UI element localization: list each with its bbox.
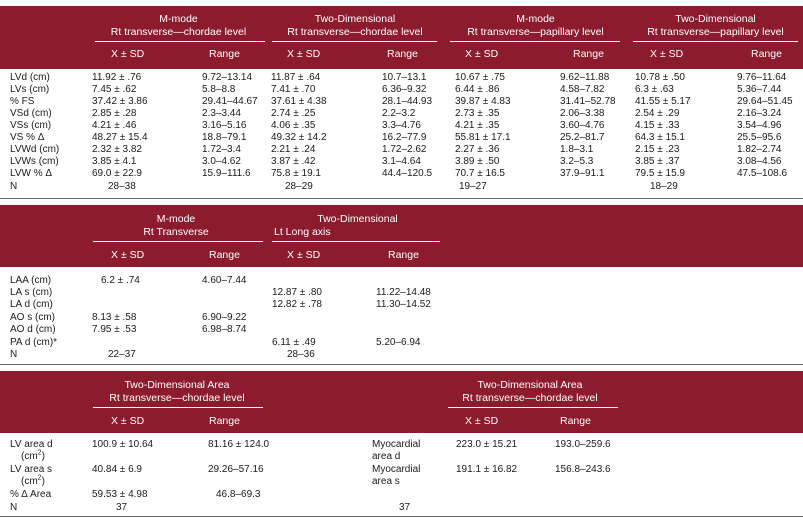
s3-cell: 40.84 ± 6.9 bbox=[92, 464, 142, 475]
s1-row-label: LVd (cm) bbox=[10, 72, 50, 83]
s1-cell: 3.60–4.76 bbox=[560, 120, 605, 131]
s2-n-value: 22–37 bbox=[108, 349, 136, 360]
s1-col-mean-2: X ± SD bbox=[287, 48, 321, 60]
s2-n-label: N bbox=[10, 349, 18, 360]
s2-cell: 11.30–14.52 bbox=[376, 299, 431, 310]
s2-cell: 4.60–7.44 bbox=[202, 275, 247, 286]
s3-bottom-rule bbox=[0, 516, 803, 517]
s1-row-label: VSd (cm) bbox=[10, 108, 52, 119]
s1-n-value: 28–38 bbox=[108, 181, 136, 192]
s1-row-label: LVs (cm) bbox=[10, 84, 50, 95]
s2-col-range-2: Range bbox=[388, 249, 419, 261]
s1-cell: 9.62–11.88 bbox=[560, 72, 610, 83]
s1-n-value: 28–29 bbox=[285, 181, 313, 192]
s1-cell: 3.16–5.16 bbox=[202, 120, 247, 131]
s1-row-label: LVW % Δ bbox=[10, 168, 53, 179]
s1-cell: 4.58–7.82 bbox=[560, 84, 605, 95]
s1-cell: 3.85 ± 4.1 bbox=[92, 156, 137, 167]
s3-row-label: Myocardial bbox=[372, 439, 421, 450]
s2-row-label: PA d (cm)* bbox=[10, 337, 58, 348]
s1-col-range-2: Range bbox=[387, 48, 418, 60]
s1-cell: 11.92 ± .76 bbox=[92, 72, 142, 83]
s1-cell: 6.44 ± .86 bbox=[455, 84, 500, 95]
s1-row-label: VS % Δ bbox=[10, 132, 45, 143]
s1-cell: 25.2–81.7 bbox=[560, 132, 605, 143]
s1-cell: 1.72–3.4 bbox=[202, 144, 241, 155]
s1-cell: 3.54–4.96 bbox=[737, 120, 782, 131]
s1-cell: 5.8–8.8 bbox=[202, 84, 236, 95]
s1-cell: 2.3–3.44 bbox=[202, 108, 241, 119]
s1-cell: 16.2–77.9 bbox=[382, 132, 427, 143]
s2-cell: 5.20–6.94 bbox=[376, 337, 421, 348]
s1-cell: 2.73 ± .35 bbox=[455, 108, 500, 119]
s2-group1-subtitle: Rt Transverse bbox=[143, 226, 209, 238]
s1-col-range-4: Range bbox=[751, 48, 782, 60]
s2-group1-rule bbox=[93, 241, 263, 242]
s1-n-value: 19–27 bbox=[459, 181, 487, 192]
s1-cell: 4.06 ± .35 bbox=[271, 120, 316, 131]
s1-cell: 37.42 ± 3.86 bbox=[92, 96, 148, 107]
s2-col-mean-1: X ± SD bbox=[111, 249, 145, 261]
s1-cell: 29.64–51.45 bbox=[737, 96, 793, 107]
s1-group3-title: M-mode bbox=[516, 13, 555, 25]
s1-cell: 3.85 ± .37 bbox=[635, 156, 680, 167]
s1-cell: 2.15 ± .23 bbox=[635, 144, 680, 155]
s3-cell: 193.0–259.6 bbox=[555, 439, 611, 450]
s1-cell: 3.1–4.64 bbox=[382, 156, 421, 167]
s1-cell: 3.08–4.56 bbox=[737, 156, 782, 167]
s1-cell: 37.9–91.1 bbox=[560, 168, 605, 179]
s3-group2-rule bbox=[448, 407, 618, 408]
s1-cell: 25.5–95.6 bbox=[737, 132, 782, 143]
s3-row-label: % Δ Area bbox=[10, 489, 52, 500]
s1-cell: 3.89 ± .50 bbox=[455, 156, 500, 167]
s2-group2-rule bbox=[272, 241, 440, 242]
s1-cell: 70.7 ± 16.5 bbox=[455, 168, 505, 179]
s1-cell: 9.72–13.14 bbox=[202, 72, 253, 83]
s3-cell: 156.8–243.6 bbox=[555, 464, 611, 475]
s3-cell: 100.9 ± 10.64 bbox=[92, 439, 154, 450]
s1-n-value: 18–29 bbox=[650, 181, 678, 192]
s2-row-label: LAA (cm) bbox=[10, 275, 52, 286]
s1-cell: 1.8–3.1 bbox=[560, 144, 594, 155]
s3-cell: 59.53 ± 4.98 bbox=[92, 489, 148, 500]
s1-cell: 7.41 ± .70 bbox=[271, 84, 316, 95]
s2-cell: 12.87 ± .80 bbox=[272, 287, 322, 298]
s1-cell: 5.36–7.44 bbox=[737, 84, 782, 95]
s3-col-range-2: Range bbox=[560, 415, 591, 427]
s1-group2-rule bbox=[272, 41, 437, 42]
s1-col-range-3: Range bbox=[573, 48, 604, 60]
s1-cell: 6.3 ± .63 bbox=[635, 84, 674, 95]
s1-cell: 18.8–79.1 bbox=[202, 132, 247, 143]
s1-group1-subtitle: Rt transverse—chordae level bbox=[110, 26, 247, 38]
s1-col-range-1: Range bbox=[209, 48, 240, 60]
s1-cell: 2.74 ± .25 bbox=[271, 108, 316, 119]
s3-group2-title: Two-Dimensional Area bbox=[477, 379, 583, 391]
s1-cell: 2.16–3.24 bbox=[737, 108, 782, 119]
s3-group1-subtitle: Rt transverse—chordae level bbox=[109, 392, 245, 404]
s1-group4-subtitle: Rt transverse—papillary level bbox=[647, 26, 784, 38]
s1-cell: 1.72–2.62 bbox=[382, 144, 427, 155]
s2-cell: 8.13 ± .58 bbox=[92, 312, 137, 323]
s1-cell: 47.5–108.6 bbox=[737, 168, 788, 179]
s1-group4-rule bbox=[633, 41, 798, 42]
s3-n-value: 37 bbox=[399, 502, 411, 513]
s1-cell: 55.81 ± 17.1 bbox=[455, 132, 511, 143]
s2-cell: 7.95 ± .53 bbox=[92, 324, 137, 335]
s1-group1-rule bbox=[95, 41, 265, 42]
s1-cell: 1.82–2.74 bbox=[737, 144, 782, 155]
s3-cell: 81.16 ± 124.0 bbox=[208, 439, 270, 450]
s1-cell: 2.21 ± .24 bbox=[271, 144, 316, 155]
s1-cell: 2.06–3.38 bbox=[560, 108, 605, 119]
s3-row-label: LV area d bbox=[10, 439, 53, 450]
s1-cell: 69.0 ± 22.9 bbox=[92, 168, 142, 179]
s1-group3-rule bbox=[450, 41, 620, 42]
s1-cell: 79.5 ± 15.9 bbox=[635, 168, 685, 179]
s1-group3-subtitle: Rt transverse—papillary level bbox=[467, 26, 604, 38]
s2-group1-title: M-mode bbox=[156, 213, 196, 225]
s1-cell: 41.55 ± 5.17 bbox=[635, 96, 691, 107]
s1-col-mean-3: X ± SD bbox=[465, 48, 499, 60]
s2-cell: 6.11 ± .49 bbox=[272, 337, 316, 348]
s1-cell: 3.0–4.62 bbox=[202, 156, 241, 167]
s2-bottom-rule bbox=[0, 364, 803, 365]
s1-cell: 37.61 ± 4.38 bbox=[271, 96, 327, 107]
s1-cell: 9.76–11.64 bbox=[737, 72, 787, 83]
s2-row-label: AO d (cm) bbox=[10, 324, 56, 335]
s3-cell: 223.0 ± 15.21 bbox=[456, 439, 518, 450]
s3-col-range-1: Range bbox=[209, 415, 240, 427]
s3-n-value: 37 bbox=[116, 502, 128, 513]
s1-cell: 3.87 ± .42 bbox=[271, 156, 316, 167]
s1-cell: 4.15 ± .33 bbox=[635, 120, 680, 131]
s2-row-label: AO s (cm) bbox=[10, 312, 55, 323]
s3-cell: 29.26–57.16 bbox=[208, 464, 264, 475]
s1-row-label: LVWs (cm) bbox=[10, 156, 59, 167]
s3-group1-rule bbox=[93, 407, 263, 408]
s1-cell: 31.41–52.78 bbox=[560, 96, 616, 107]
s1-cell: 49.32 ± 14.2 bbox=[271, 132, 327, 143]
s2-cell: 11.22–14.48 bbox=[376, 287, 431, 298]
s3-row-label: Myocardial bbox=[372, 464, 421, 475]
s1-cell: 2.54 ± .29 bbox=[635, 108, 680, 119]
s3-cell: 46.8–69.3 bbox=[216, 489, 261, 500]
s1-cell: 15.9–111.6 bbox=[202, 168, 251, 179]
s3-col-mean-2: X ± SD bbox=[465, 415, 499, 427]
s1-cell: 6.36–9.32 bbox=[382, 84, 427, 95]
s1-cell: 39.87 ± 4.83 bbox=[455, 96, 511, 107]
s1-group1-title: M-mode bbox=[159, 13, 198, 25]
s2-col-range-1: Range bbox=[209, 249, 240, 261]
s3-cell: 191.1 ± 16.82 bbox=[456, 464, 518, 475]
s1-col-mean-1: X ± SD bbox=[111, 48, 145, 60]
s1-row-label: % FS bbox=[10, 96, 35, 107]
s3-row-unit: $(cm^2)$ bbox=[21, 449, 45, 462]
s1-group4-title: Two-Dimensional bbox=[675, 13, 756, 25]
s3-row-label: area s bbox=[372, 476, 400, 487]
s1-cell: 10.78 ± .50 bbox=[635, 72, 685, 83]
s2-group2-subtitle: Lt Long axis bbox=[274, 226, 331, 238]
s1-cell: 2.27 ± .36 bbox=[455, 144, 500, 155]
s2-row-label: LA d (cm) bbox=[10, 299, 53, 310]
s1-cell: 4.21 ± .46 bbox=[92, 120, 137, 131]
s1-group2-title: Two-Dimensional bbox=[314, 13, 396, 25]
s2-group2-title: Two-Dimensional bbox=[317, 213, 398, 225]
s1-cell: 3.3–4.76 bbox=[382, 120, 421, 131]
s1-cell: 4.21 ± .35 bbox=[455, 120, 500, 131]
s1-cell: 7.45 ± .62 bbox=[92, 84, 137, 95]
s1-row-label: VSs (cm) bbox=[10, 120, 52, 131]
s1-cell: 64.3 ± 15.1 bbox=[635, 132, 685, 143]
s1-cell: 44.4–120.5 bbox=[382, 168, 433, 179]
s3-row-label: area d bbox=[372, 451, 401, 462]
s1-col-mean-4: X ± SD bbox=[650, 48, 684, 60]
s3-group2-subtitle: Rt transverse—chordae level bbox=[462, 392, 598, 404]
s3-row-label: LV area s bbox=[10, 464, 53, 475]
s2-cell: 12.82 ± .78 bbox=[272, 299, 322, 310]
s1-cell: 2.85 ± .28 bbox=[92, 108, 137, 119]
s3-group1-title: Two-Dimensional Area bbox=[124, 379, 230, 391]
s1-cell: 11.87 ± .64 bbox=[271, 72, 321, 83]
s3-row-unit: $(cm^2)$ bbox=[21, 474, 45, 487]
s3-col-mean-1: X ± SD bbox=[111, 415, 145, 427]
s2-n-value: 28–36 bbox=[287, 349, 315, 360]
s1-cell: 48.27 ± 15.4 bbox=[92, 132, 148, 143]
s1-group2-subtitle: Rt transverse—chordae level bbox=[287, 26, 423, 38]
s2-row-label: LA s (cm) bbox=[10, 287, 53, 298]
s2-col-mean-2: X ± SD bbox=[287, 249, 321, 261]
s1-bottom-rule bbox=[0, 198, 803, 199]
s1-cell: 10.67 ± .75 bbox=[455, 72, 505, 83]
s2-cell: 6.98–8.74 bbox=[202, 324, 247, 335]
s1-cell: 3.2–5.3 bbox=[560, 156, 594, 167]
s1-n-label: N bbox=[10, 181, 18, 192]
s2-cell: 6.2 ± .74 bbox=[101, 275, 140, 286]
s2-cell: 6.90–9.22 bbox=[202, 312, 247, 323]
s1-row-label: LVWd (cm) bbox=[10, 144, 60, 155]
s1-cell: 10.7–13.1 bbox=[382, 72, 427, 83]
s1-cell: 2.2–3.2 bbox=[382, 108, 416, 119]
s1-cell: 29.41–44.67 bbox=[202, 96, 258, 107]
s1-cell: 28.1–44.93 bbox=[382, 96, 433, 107]
s1-cell: 75.8 ± 19.1 bbox=[271, 168, 321, 179]
s3-n-label: N bbox=[10, 502, 18, 513]
s1-cell: 2.32 ± 3.82 bbox=[92, 144, 142, 155]
